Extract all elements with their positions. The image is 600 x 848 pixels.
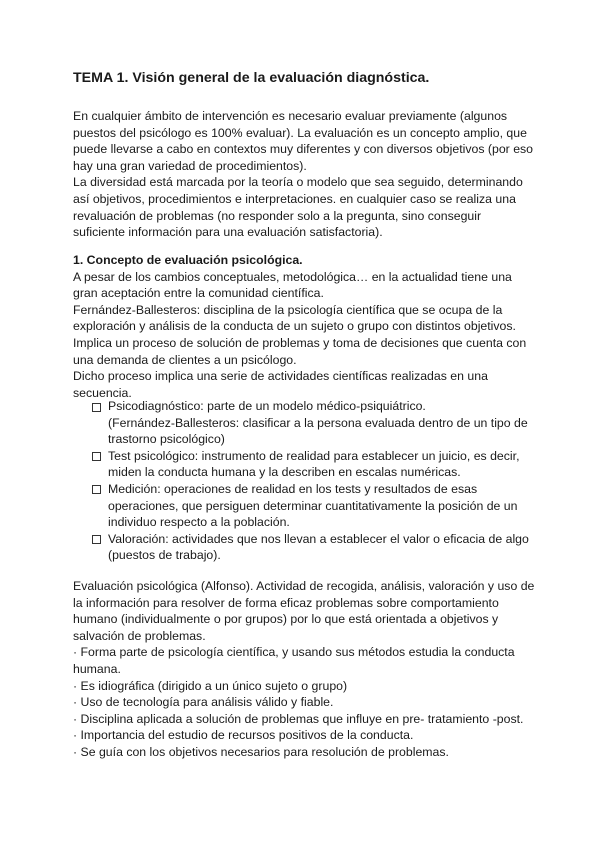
intro-line: puestos del psicólogo es 100% evaluar). La evaluación es un concepto amplio, que <box>73 125 527 140</box>
intro-line: así objetivos, procedimientos e interpretaciones. en cualquier caso se realiza una <box>73 192 516 206</box>
checklist-item-line: operaciones, que persiguen determinar cuantitativamente la posición de un <box>108 498 518 513</box>
intro-line: suficiente información para una evaluación satisfactoria). <box>73 225 383 240</box>
paragraph-line: la información para resolver de forma eficaz problemas sobre comportamiento <box>73 595 499 610</box>
bullet-line: humana. <box>73 662 121 676</box>
section-heading: 1. Concepto de evaluación psicológica. <box>73 253 303 267</box>
checkbox[interactable] <box>92 535 101 544</box>
bullet-line: · Disciplina aplicada a solución de problemas que influye en pre- tratamiento -post. <box>73 711 524 726</box>
checkbox[interactable] <box>92 403 101 412</box>
checklist-item-line: Valoración: actividades que nos llevan a establecer el valor o eficacia de algo <box>108 531 529 546</box>
paragraph-line: secuencia. <box>73 385 132 400</box>
checklist-item-line: individuo respecto a la población. <box>108 515 290 530</box>
paragraph-line: exploración y análisis de la conducta de un sujeto o grupo con distintos objetivos. <box>73 319 516 334</box>
paragraph-line: Fernández-Ballesteros: disciplina de la psicología científica que se ocupa de la <box>73 302 503 317</box>
checklist-item-line: Medición: operaciones de realidad en los tests y resultados de esas <box>108 482 478 496</box>
intro-line: hay una gran variedad de procedimientos). <box>73 158 307 173</box>
bullet-line: · Es idiográfica (dirigido a un único sujeto o grupo) <box>73 678 348 693</box>
bullet-line: · Uso de tecnología para análisis válido y fiable. <box>73 695 334 710</box>
bullet-line: · Forma parte de psicología científica, y usando sus métodos estudia la conducta <box>73 645 515 660</box>
checklist-item-line: (puestos de trabajo). <box>108 548 221 563</box>
checklist-item-line: Test psicológico: instrumento de realidad para establecer un juicio, es decir, <box>108 448 520 463</box>
checklist-item-line: (Fernández-Ballesteros: clasificar a la persona evaluada dentro de un tipo de <box>108 415 528 430</box>
paragraph-line: gran aceptación entre la comunidad científica. <box>73 286 324 301</box>
page-title: TEMA 1. Visión general de la evaluación diagnóstica. <box>73 70 430 86</box>
paragraph-line: A pesar de los cambios conceptuales, metodológica… en la actualidad tiene una <box>73 269 512 284</box>
intro-line: La diversidad está marcada por la teoría o modelo que sea seguido, determinando <box>73 175 523 190</box>
paragraph-line: Implica un proceso de solución de problemas y toma de decisiones que cuenta con <box>73 336 527 350</box>
paragraph-line: humano (individualmente o por grupos) por lo que está orientada a objetivos y <box>73 612 499 627</box>
intro-line: revaluación de problemas (no responder solo a la pregunta, sino conseguir <box>73 208 482 223</box>
checkbox[interactable] <box>92 485 101 494</box>
intro-line: puede llevarse a cabo en contextos muy diferentes y con diversos objetivos (por eso <box>73 142 534 157</box>
checklist-item-line: Psicodiagnóstico: parte de un modelo médico-psiquiátrico. <box>108 399 426 413</box>
paragraph-line: Evaluación psicológica (Alfonso). Actividad de recogida, análisis, valoración y uso de <box>73 579 535 593</box>
paragraph-line: salvación de problemas. <box>73 628 206 643</box>
bullet-line: · Se guía con los objetivos necesarios para resolución de problemas. <box>73 745 449 759</box>
bullet-line: · Importancia del estudio de recursos positivos de la conducta. <box>73 728 414 743</box>
checkbox[interactable] <box>92 452 101 461</box>
paragraph-line: Dicho proceso implica una serie de actividades científicas realizadas en una <box>73 369 488 384</box>
checklist-item-line: trastorno psicológico) <box>108 432 225 447</box>
intro-line: En cualquier ámbito de intervención es necesario evaluar previamente (algunos <box>73 109 508 123</box>
checklist-item-line: miden la conducta humana y la describen en escalas numéricas. <box>108 465 461 480</box>
paragraph-line: una demanda de clientes a un psicólogo. <box>73 352 297 367</box>
